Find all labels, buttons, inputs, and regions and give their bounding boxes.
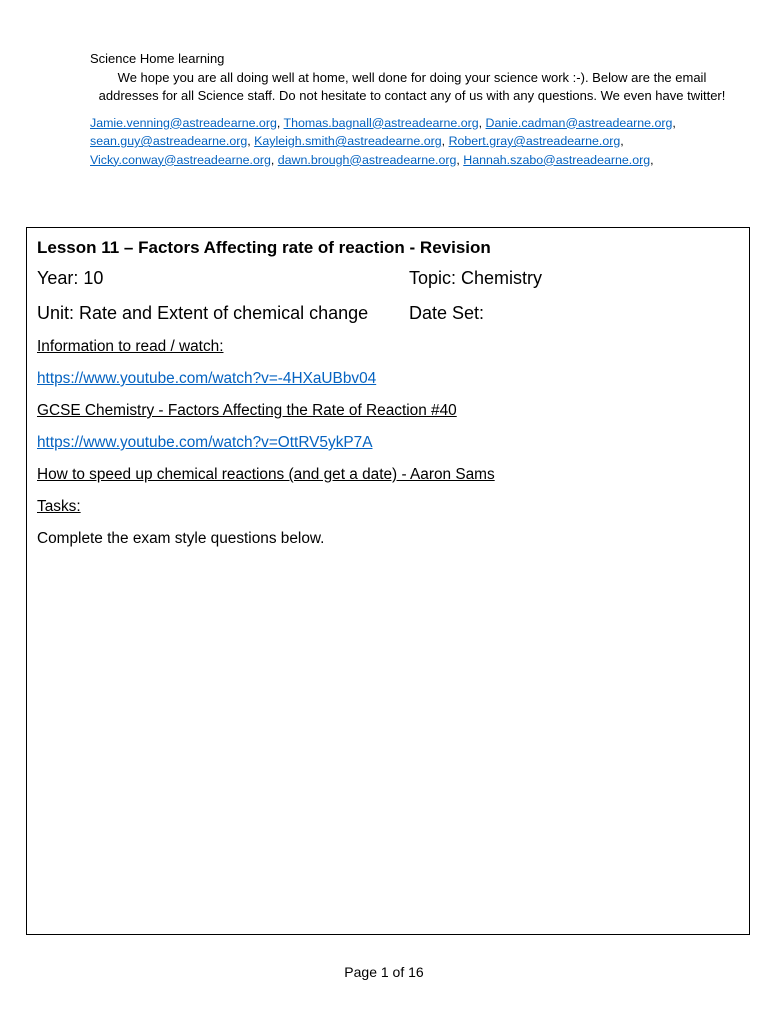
email-link[interactable]: Robert.gray@astreadearne.org <box>448 134 621 148</box>
unit-label: Unit: Rate and Extent of chemical change <box>37 303 369 323</box>
lesson-box <box>26 227 750 935</box>
year-label: Year: 10 <box>37 268 104 288</box>
email-link[interactable]: Kayleigh.smith@astreadearne.org <box>254 134 442 148</box>
info-heading: Information to read / watch: <box>37 338 224 355</box>
task-text: Complete the exam style questions below. <box>37 530 325 547</box>
email-link[interactable]: Thomas.bagnall@astreadearne.org <box>283 115 479 130</box>
email-link[interactable]: Hannah.szabo@astreadearne.org <box>463 152 651 167</box>
home-learning-header <box>90 50 734 169</box>
email-link[interactable]: dawn.brough@astreadearne.org <box>277 152 457 167</box>
video-link-1[interactable]: https://www.youtube.com/watch?v=-4HXaUBbv04 <box>37 370 377 387</box>
year-topic-row <box>37 261 739 296</box>
topic-label: Topic: Chemistry <box>409 268 543 288</box>
lesson-title: Lesson 11 – Factors Affecting rate of reaction - Revision <box>37 238 491 257</box>
date-set-label: Date Set: <box>409 303 485 323</box>
video-1-title: GCSE Chemistry - Factors Affecting the Rate of Reaction #40 <box>37 402 457 419</box>
staff-email-list: Jamie.venning@astreadearne.org, Thomas.bagnall@astreadearne.org, Danie.cadman@astreadearne.org, sean.guy@astreadearne.org, Kayleigh.smith@astreadearne.org, Robert.gray@astreadearne.org, Vicky.conway@astreadearne.org, dawn.brough@astreadearne.org, Hannah.szabo@astreadearne.org, <box>90 115 676 167</box>
email-link[interactable]: sean.guy@astreadearne.org <box>90 134 248 148</box>
header-title: Science Home learning <box>90 51 225 66</box>
tasks-heading: Tasks: <box>37 498 81 515</box>
video-2-title: How to speed up chemical reactions (and get a date) - Aaron Sams <box>37 466 495 483</box>
video-link-2[interactable]: https://www.youtube.com/watch?v=OttRV5ykP7A <box>37 434 373 451</box>
page-number: Page 1 of 16 <box>344 964 424 980</box>
header-body: We hope you are all doing well at home, well done for doing your science work :-). Below are the email addresses for all Science staff. Do not hesitate to contact any of us with any questions. We even have twitter! <box>98 69 726 103</box>
email-link[interactable]: Vicky.conway@astreadearne.org <box>90 152 271 167</box>
email-link[interactable]: Jamie.venning@astreadearne.org <box>90 115 277 130</box>
unit-date-row <box>37 296 739 331</box>
email-link[interactable]: Danie.cadman@astreadearne.org <box>485 115 673 130</box>
